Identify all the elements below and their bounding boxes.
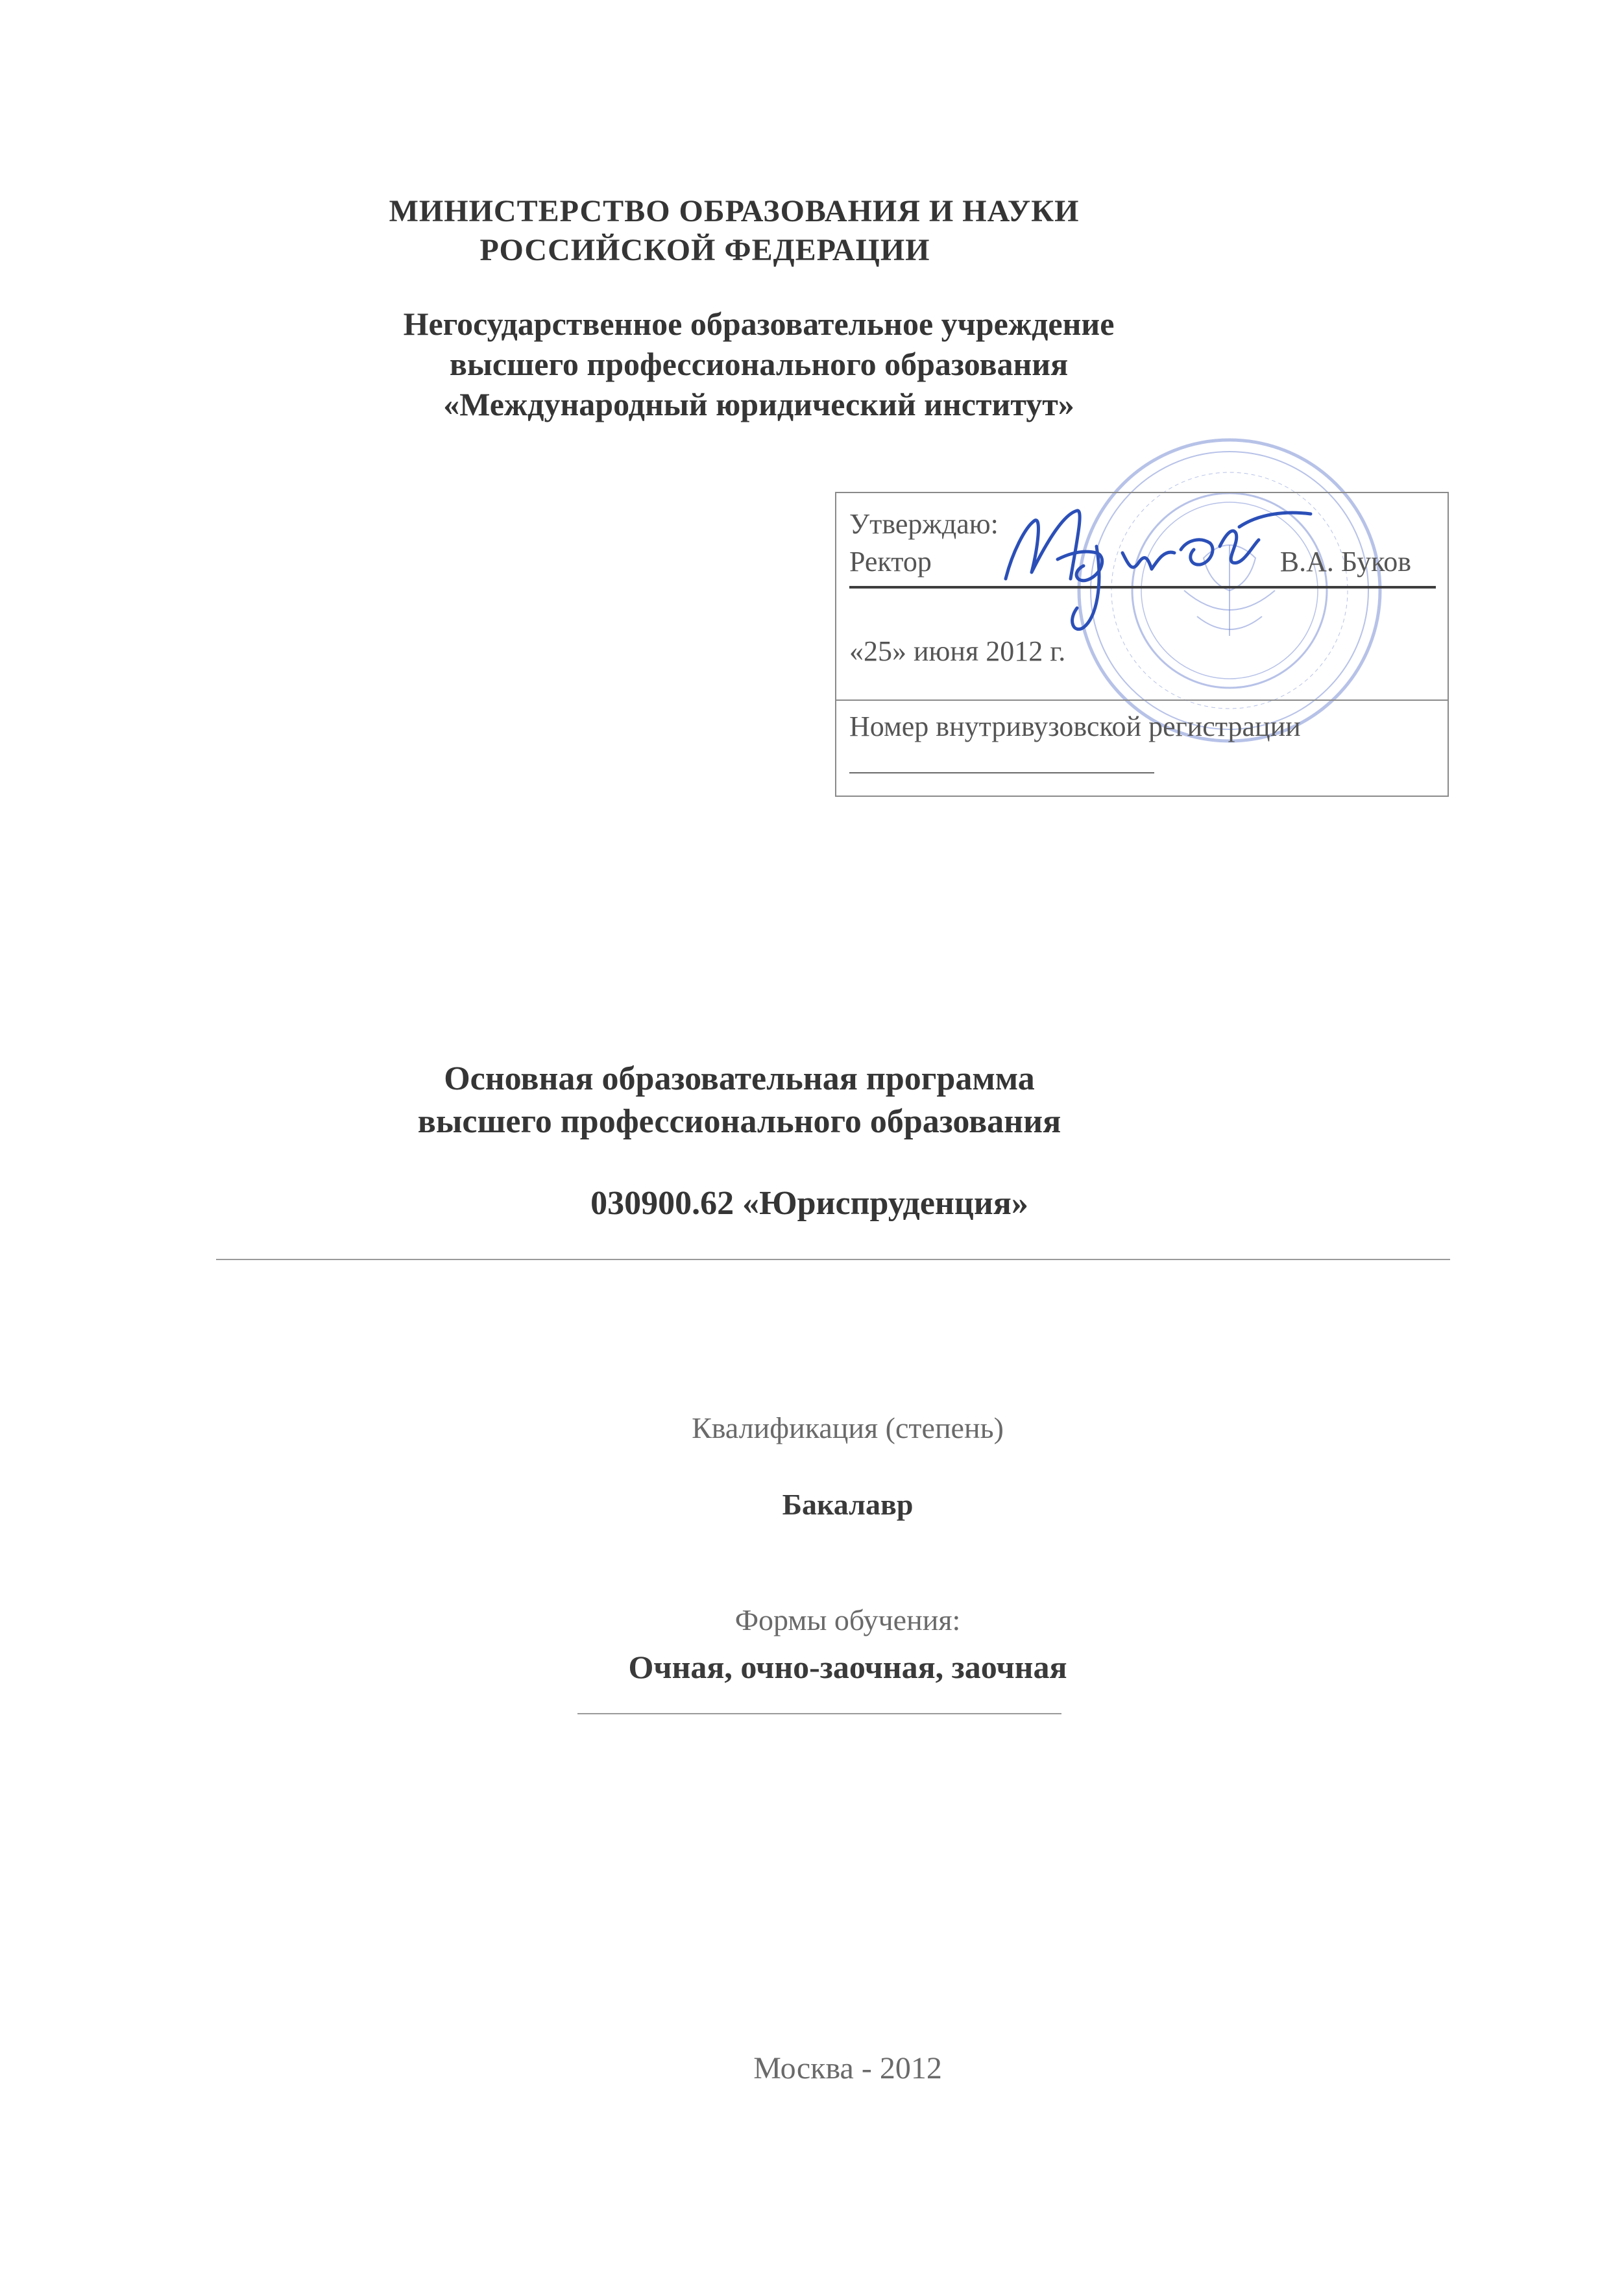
ministry-line-1: МИНИСТЕРСТВО ОБРАЗОВАНИЯ И НАУКИ [389, 194, 1080, 228]
approval-caption: Утверждаю: [849, 508, 999, 540]
approval-date: «25» июня 2012 г. [849, 635, 1066, 667]
qualification-label: Квалификация (степень) [692, 1411, 1004, 1444]
rector-name: В.А. Буков [1279, 546, 1411, 578]
program-code: 030900.62 «Юриспруденция» [590, 1185, 1028, 1222]
registration-number-line [849, 772, 1154, 773]
study-forms-value: Очная, очно-заочная, заочная [628, 1649, 1067, 1685]
qualification-value: Бакалавр [782, 1488, 914, 1521]
institution-line-3: «Международный юридический институт» [443, 386, 1074, 422]
ministry-line-2: РОССИЙСКОЙ ФЕДЕРАЦИИ [479, 233, 930, 267]
institution-line-2: высшего профессионального образования [449, 346, 1069, 382]
program-divider [216, 1259, 1450, 1260]
institution-line-1: Негосударственное образовательное учреждение [403, 306, 1115, 342]
forms-divider [577, 1713, 1061, 1714]
program-line-1: Основная образовательная программа [444, 1060, 1035, 1097]
rector-label: Ректор [849, 546, 932, 578]
place-year: Москва - 2012 [753, 2051, 942, 2085]
ministry-header [0, 192, 1546, 270]
study-forms-label: Формы обучения: [734, 1603, 961, 1636]
registration-label: Номер внутривузовской регистрации [849, 711, 1301, 742]
program-title [0, 1058, 1551, 1143]
institution-header [0, 304, 1571, 424]
rector-signature-icon [986, 488, 1324, 637]
approval-divider [836, 699, 1448, 701]
program-line-2: высшего профессионального образования [417, 1103, 1061, 1140]
